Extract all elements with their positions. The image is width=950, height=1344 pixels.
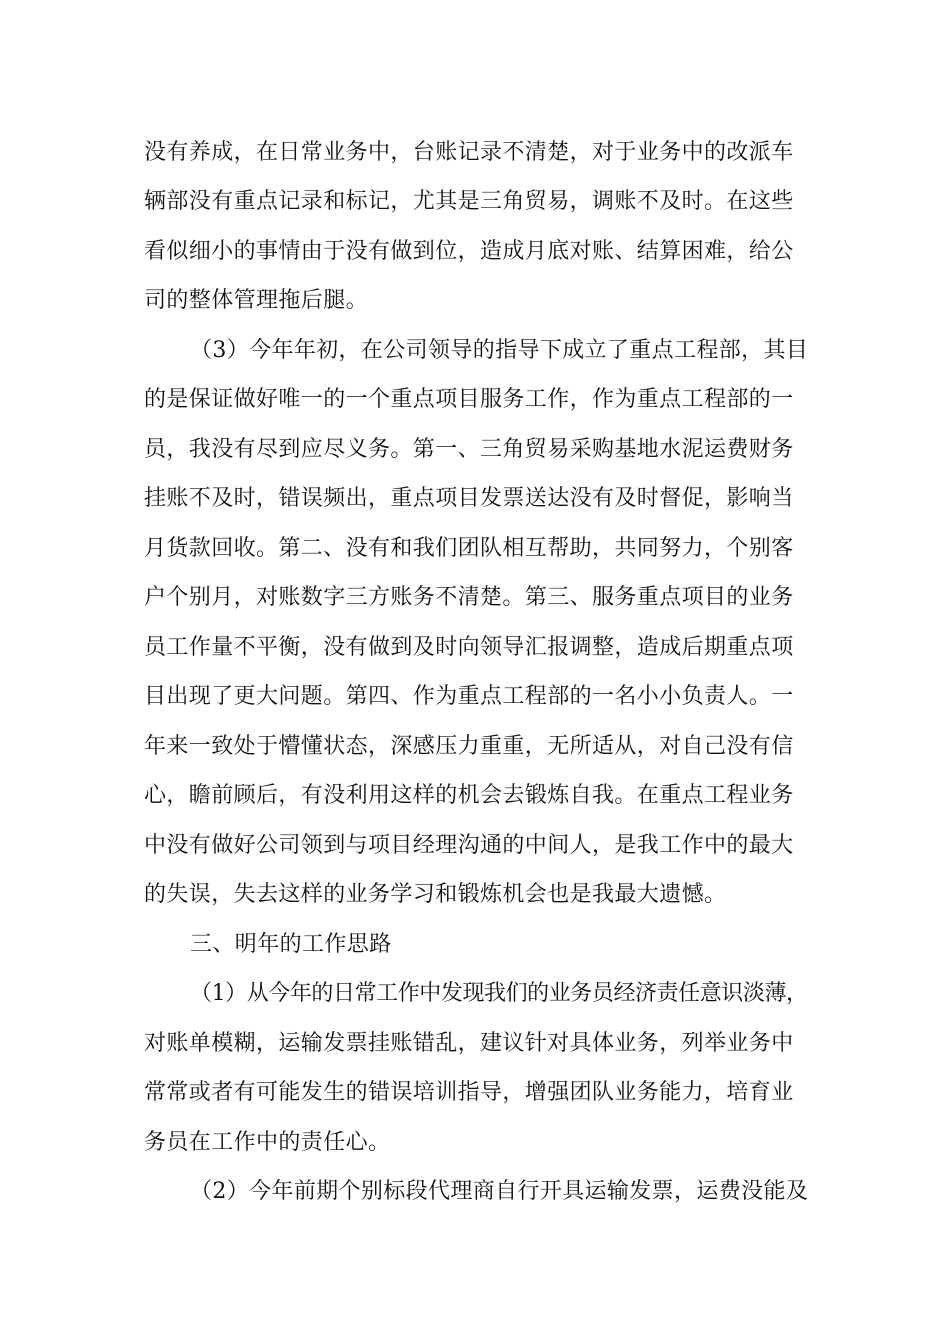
text-line: 月货款回收。第二、没有和我们团队相互帮助，共同努力，个别客 (144, 536, 794, 561)
text-line: 的失误，失去这样的业务学习和锻炼机会也是我最大遗憾。 (144, 882, 727, 907)
paragraph-start-line: （1）从今年的日常工作中发现我们的业务员经济责任意识淡薄， (190, 981, 808, 1006)
text-line: 挂账不及时，错误频出，重点项目发票送达没有及时督促，影响当 (144, 486, 794, 511)
text-line: 司的整体管理拖后腿。 (144, 288, 369, 313)
text-line: 常常或者有可能发生的错误培训指导，增强团队业务能力，培育业 (144, 1080, 794, 1105)
paragraph-start-line: （3）今年年初，在公司领导的指导下成立了重点工程部，其目 (190, 338, 809, 363)
text-line: 心，瞻前顾后，有没利用这样的机会去锻炼自我。在重点工程业务 (144, 783, 794, 808)
section-heading: 三、明年的工作思路 (190, 932, 392, 957)
paragraph-start-line: （2）今年前期个别标段代理商自行开具运输发票，运费没能及 (190, 1179, 809, 1204)
text-line: 员工作量不平衡，没有做到及时向领导汇报调整，造成后期重点项 (144, 635, 794, 660)
text-line: 中没有做好公司领到与项目经理沟通的中间人，是我工作中的最大 (144, 833, 794, 858)
text-line: 辆部没有重点记录和标记，尤其是三角贸易，调账不及时。在这些 (144, 189, 794, 214)
text-line: 对账单模糊，运输发票挂账错乱，建议针对具体业务，列举业务中 (144, 1031, 794, 1056)
text-line: 看似细小的事情由于没有做到位，造成月底对账、结算困难，给公 (144, 239, 794, 264)
text-line: 年来一致处于懵懂状态，深感压力重重，无所适从，对自己没有信 (144, 734, 794, 759)
text-line: 员，我没有尽到应尽义务。第一、三角贸易采购基地水泥运费财务 (144, 437, 794, 462)
text-line: 的是保证做好唯一的一个重点项目服务工作，作为重点工程部的一 (144, 387, 794, 412)
text-line: 务员在工作中的责任心。 (144, 1130, 391, 1155)
text-line: 目出现了更大问题。第四、作为重点工程部的一名小小负责人。一 (144, 684, 794, 709)
text-line: 没有养成，在日常业务中，台账记录不清楚，对于业务中的改派车 (144, 140, 794, 165)
text-line: 户个别月，对账数字三方账务不清楚。第三、服务重点项目的业务 (144, 585, 794, 610)
